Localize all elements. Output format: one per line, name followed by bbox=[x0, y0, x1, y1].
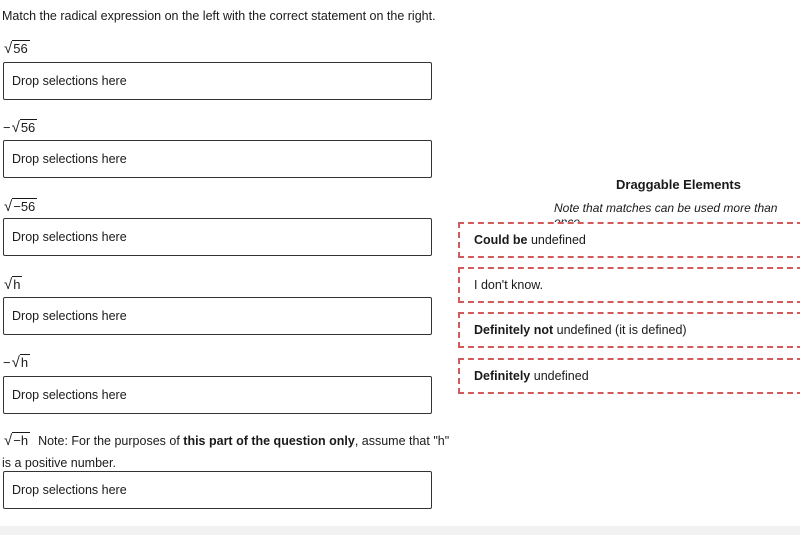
draggable-panel-note: Note that matches can be used more than bbox=[554, 201, 778, 215]
note-bold: this part of the question only bbox=[183, 433, 355, 448]
note-prefix: Note: For the purposes of bbox=[38, 433, 184, 448]
option-label: Could be undefined bbox=[474, 233, 586, 247]
drop-zone-1[interactable] bbox=[3, 62, 432, 100]
radicand: 56 bbox=[20, 120, 36, 135]
drop-zone-placeholder: Drop selections here bbox=[12, 230, 127, 244]
radicand: h bbox=[20, 355, 29, 370]
draggable-option-i-dont-know[interactable] bbox=[458, 267, 800, 303]
draggable-option-definitely-not-undefined[interactable] bbox=[458, 312, 800, 348]
draggable-option-could-be-undefined[interactable] bbox=[458, 222, 800, 258]
drop-zone-placeholder: Drop selections here bbox=[12, 483, 127, 497]
radical-expression-2 bbox=[3, 119, 37, 135]
radical-expression-3 bbox=[3, 198, 37, 214]
note-suffix: , assume that "h" bbox=[354, 433, 450, 448]
draggable-option-definitely-undefined[interactable] bbox=[458, 358, 800, 394]
drop-zone-placeholder: Drop selections here bbox=[12, 152, 127, 166]
drop-zone-placeholder: Drop selections here bbox=[12, 74, 127, 88]
radical-sign-icon: √ bbox=[4, 275, 13, 293]
radicand: −h bbox=[13, 433, 29, 448]
drop-zone-placeholder: Drop selections here bbox=[12, 309, 127, 323]
option-label: I don't know. bbox=[474, 278, 544, 292]
radical-expression-6 bbox=[3, 432, 449, 448]
drop-zone-3[interactable] bbox=[3, 218, 432, 256]
drop-zone-4[interactable] bbox=[3, 297, 432, 335]
negative-sign: − bbox=[3, 354, 11, 370]
radical-sign-icon: √ bbox=[11, 353, 20, 371]
question-note-line2: is a positive number. bbox=[2, 456, 116, 470]
bottom-bar bbox=[0, 526, 800, 535]
option-label: Definitely not undefined (it is defined) bbox=[474, 323, 687, 337]
drop-zone-5[interactable] bbox=[3, 376, 432, 414]
drop-zone-6[interactable] bbox=[3, 471, 432, 509]
radicand: −56 bbox=[13, 199, 36, 214]
radical-sign-icon: √ bbox=[4, 431, 13, 449]
draggable-panel-title: Draggable Elements bbox=[616, 177, 741, 192]
instructions: Match the radical expression on the left with the correct statement on the right. bbox=[2, 9, 436, 23]
radical-expression-4 bbox=[3, 276, 22, 292]
negative-sign: − bbox=[3, 119, 11, 135]
drop-zone-2[interactable] bbox=[3, 140, 432, 178]
drop-zone-placeholder: Drop selections here bbox=[12, 388, 127, 402]
radical-expression-1 bbox=[3, 40, 30, 56]
option-label: Definitely undefined bbox=[474, 369, 589, 383]
radicand: 56 bbox=[13, 41, 28, 56]
question-note bbox=[38, 434, 449, 448]
radical-sign-icon: √ bbox=[4, 39, 13, 57]
radicand: h bbox=[13, 277, 21, 292]
radical-sign-icon: √ bbox=[4, 197, 13, 215]
radical-sign-icon: √ bbox=[11, 118, 20, 136]
radical-expression-5 bbox=[3, 354, 30, 370]
